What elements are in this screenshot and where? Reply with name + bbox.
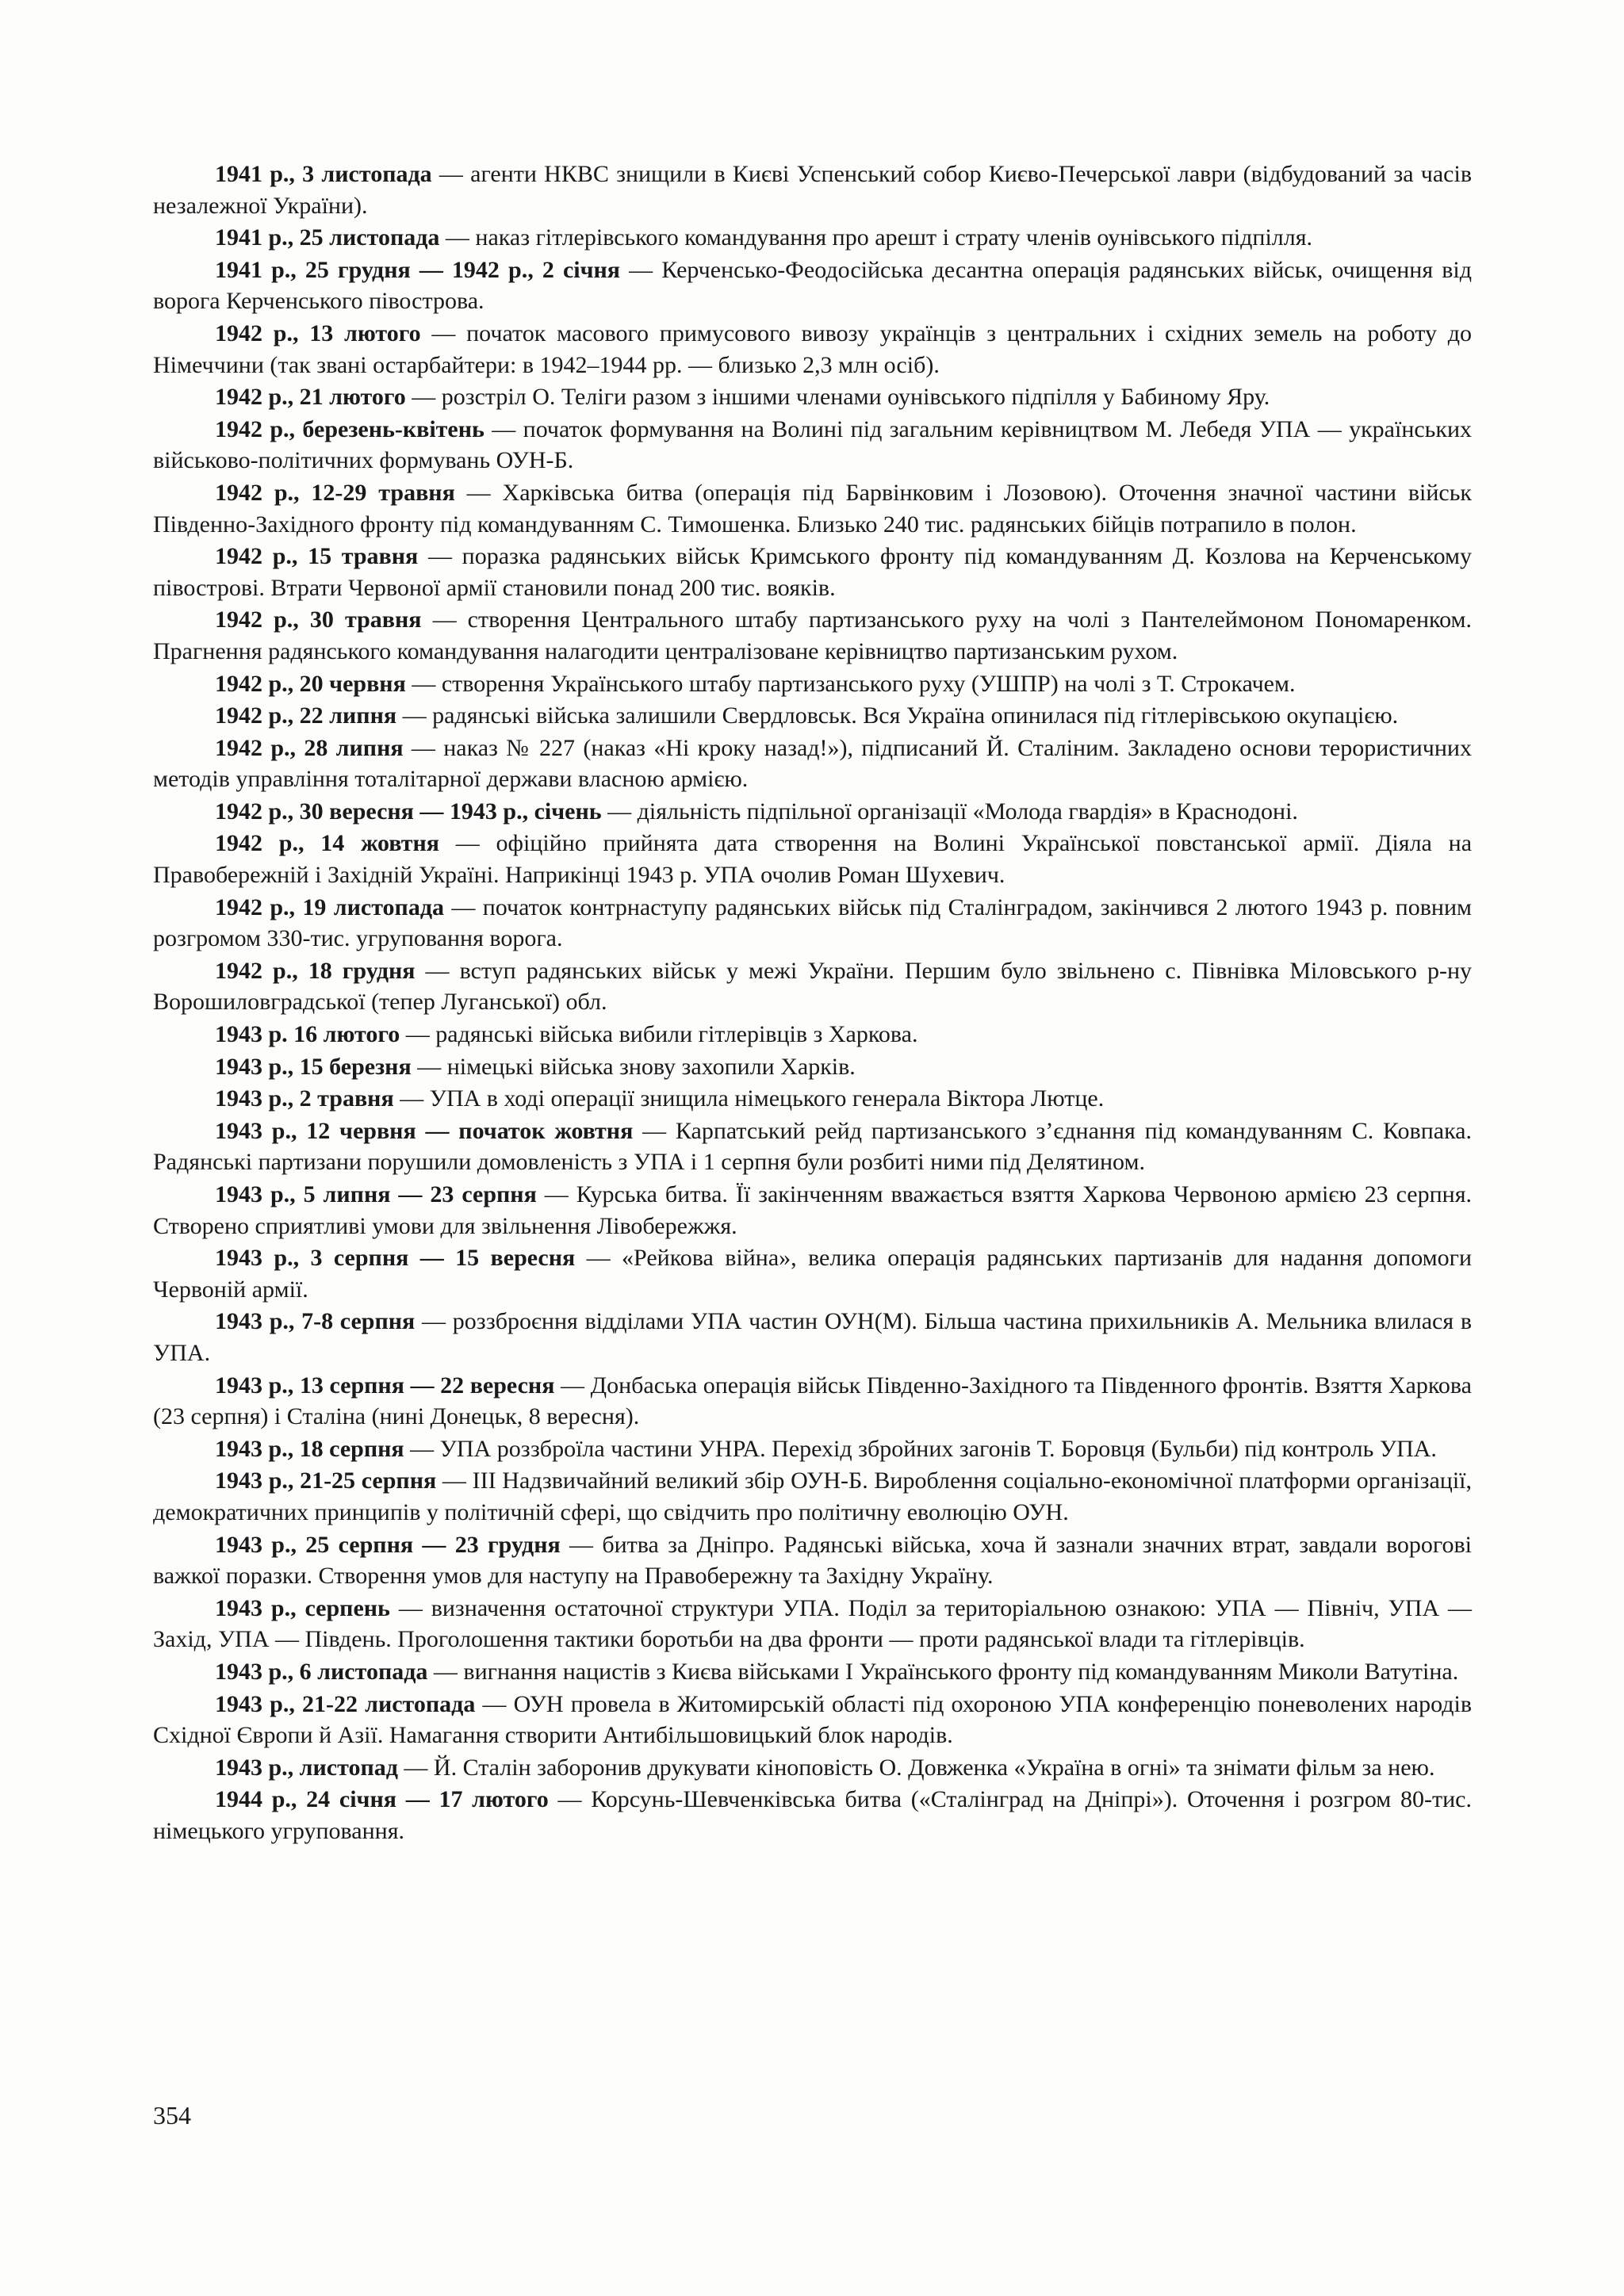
entry-date: 1943 р., листопад	[215, 1754, 398, 1781]
chronology-entry	[153, 1689, 1472, 1752]
entry-date: 1943 р., 12 червня — початок жовтня	[215, 1117, 634, 1144]
entry-text: — створення Центрального штабу партизанського руху на чолі з Пантелеймоном Пономаренком. Прагнення радянського командування налагодити централізоване керівництво партизанським рухом.	[153, 607, 1472, 664]
chronology-entry	[153, 892, 1472, 955]
chronology-entry	[153, 1465, 1472, 1529]
entry-text: — Карпатський рейд партизанського з’єднання під командуванням С. Ковпака. Радянські партизани порушили домовленість з УПА і 1 серпня були розбиті ними під Делятином.	[153, 1117, 1472, 1176]
chronology-entry	[153, 1656, 1472, 1689]
entry-date: 1942 р., 19 листопада	[215, 894, 444, 920]
chronology-entry	[153, 1752, 1472, 1785]
entry-text: — радянські війська вибили гітлерівців з Харкова.	[400, 1021, 918, 1048]
entry-date: 1941 р., 3 листопада	[215, 161, 432, 187]
entry-date: 1943 р., серпень	[215, 1594, 390, 1621]
entry-text: — Донбаська операція військ Південно-Західного та Південного фронтів. Взяття Харкова (23 серпня) і Сталіна (нині Донецьк, 8 вересня).	[153, 1372, 1472, 1430]
entry-date: 1942 р., 22 липня	[215, 702, 397, 729]
chronology-entry	[153, 541, 1472, 604]
entry-date: 1943 р., 5 липня — 23 серпня	[215, 1181, 537, 1207]
chronology-entry	[153, 222, 1472, 254]
entry-date: 1941 р., 25 грудня — 1942 р., 2 січня	[215, 256, 621, 283]
entry-date: 1942 р., 13 лютого	[215, 320, 421, 346]
entry-text: — початок масового примусового вивозу українців з центральних і східних земель на роботу до Німеччини (так звані остарбайтери: в 1942–1944 рр. — близько 2,3 млн осіб).	[153, 320, 1472, 378]
entry-text: — німецькі війська знову захопили Харків.	[411, 1053, 856, 1080]
entry-date: 1943 р., 2 травня	[215, 1085, 394, 1112]
chronology-entry	[153, 1784, 1472, 1847]
chronology-entry	[153, 1433, 1472, 1466]
entry-date: 1943 р., 3 серпня — 15 вересня	[215, 1245, 576, 1272]
chronology-entry	[153, 1593, 1472, 1656]
entry-text: — Харківська битва (операція під Барвінковим і Лозовою). Оточення значної частини військ Південно-Західного фронту під командуванням С. Тимошенка. Близько 240 тис. радянських бійців потрапило в полон.	[153, 479, 1473, 538]
entry-text: — роззброєння відділами УПА частин ОУН(М). Більша частина прихильників А. Мельника влилася в УПА.	[153, 1308, 1472, 1366]
entry-text: — битва за Дніпро. Радянські війська, хоча й зазнали значних втрат, завдали ворогові важкої поразки. Створення умов для наступу на Правобережну та Західну Україну.	[153, 1531, 1472, 1590]
chronology-entry	[153, 668, 1472, 701]
entry-date: 1943 р., 25 серпня — 23 грудня	[215, 1531, 561, 1558]
entry-text: — УПА роззброїла частини УНРА. Перехід збройних загонів Т. Боровця (Бульби) під контроль УПА.	[404, 1435, 1437, 1462]
entry-text: — радянські війська залишили Свердловськ. Вся Україна опинилася під гітлерівською окупацією.	[396, 702, 1399, 729]
entry-date: 1943 р., 7-8 серпня	[215, 1308, 416, 1335]
entry-text: — УПА в ході операції знищила німецького генерала Віктора Лютце.	[393, 1085, 1105, 1112]
page-number: 354	[153, 2101, 191, 2130]
entry-text: — наказ гітлерівського командування про арешт і страту членів оунівського підпілля.	[439, 224, 1313, 251]
chronology-entry	[153, 381, 1472, 414]
entry-text: — Корсунь-Шевченківська битва («Сталінград на Дніпрі»). Оточення і розгром 80-тис. німецького угруповання.	[153, 1786, 1472, 1844]
entry-text: — початок контрнаступу радянських військ під Сталінградом, закінчився 2 лютого 1943 р. повним розгромом 330-тис. угруповання ворога.	[153, 894, 1472, 952]
entry-date: 1942 р., 28 липня	[215, 734, 404, 761]
entry-date: 1942 р., березень-квітень	[215, 415, 485, 442]
entry-text: — Керченсько-Феодосійська десантна операція радянських військ, очищення від ворога Керченського півострова.	[153, 256, 1472, 315]
entry-date: 1942 р., 30 вересня — 1943 р., січень	[215, 798, 602, 825]
entry-date: 1943 р. 16 лютого	[215, 1021, 400, 1048]
entry-text: — діяльність підпільної організації «Молода гвардія» в Краснодоні.	[601, 798, 1298, 825]
chronology-entry	[153, 1242, 1472, 1306]
entry-text: — вигнання нацистів з Києва військами І Українського фронту під командуванням Миколи Ватутіна.	[427, 1658, 1459, 1685]
chronology-entry	[153, 414, 1472, 477]
chronology-entry	[153, 955, 1472, 1019]
chronology-entry	[153, 1179, 1472, 1242]
entry-date: 1943 р., 18 серпня	[215, 1435, 404, 1462]
entry-text: — Й. Сталін заборонив друкувати кіноповість О. Довженка «Україна в огні» та знімати фільм за нею.	[397, 1754, 1435, 1781]
chronology-entry	[153, 1115, 1472, 1179]
chronology-list	[153, 159, 1472, 1847]
entry-date: 1942 р., 30 травня	[215, 607, 422, 633]
chronology-entry	[153, 1370, 1472, 1433]
entry-date: 1943 р., 15 березня	[215, 1053, 412, 1080]
chronology-entry	[153, 604, 1472, 668]
chronology-entry	[153, 477, 1472, 541]
chronology-entry	[153, 828, 1472, 891]
chronology-entry	[153, 1529, 1472, 1593]
chronology-entry	[153, 700, 1472, 733]
entry-date: 1943 р., 21-22 листопада	[215, 1690, 476, 1717]
entry-text: — визначення остаточної структури УПА. Поділ за територіальною ознакою: УПА — Північ, УПА — Захід, УПА — Південь. Проголошення тактики боротьби на два фронти — проти радянської влади та гітлерівців.	[153, 1594, 1473, 1653]
entry-date: 1942 р., 12-29 травня	[215, 479, 455, 506]
chronology-entry	[153, 733, 1472, 796]
entry-date: 1942 р., 20 червня	[215, 670, 406, 697]
entry-date: 1942 р., 18 грудня	[215, 957, 416, 984]
entry-text: — розстріл О. Теліги разом з іншими членами оунівського підпілля у Бабиному Яру.	[405, 384, 1270, 411]
chronology-entry	[153, 159, 1472, 222]
entry-text: — Курська битва. Її закінченням вважається взяття Харкова Червоною армією 23 серпня. Створено сприятливі умови для звільнення Лівобережжя.	[153, 1181, 1472, 1239]
entry-date: 1943 р., 21-25 серпня	[215, 1468, 437, 1494]
entry-date: 1943 р., 13 серпня — 22 вересня	[215, 1372, 555, 1399]
chronology-entry	[153, 1051, 1472, 1084]
chronology-entry	[153, 1083, 1472, 1115]
entry-date: 1944 р., 24 січня — 17 лютого	[215, 1786, 549, 1813]
entry-text: — агенти НКВС знищили в Києві Успенський собор Києво-Печерської лаври (відбудований за часів незалежної України).	[153, 161, 1472, 219]
entry-text: — ОУН провела в Житомирській області під охороною УПА конференцію поневолених народів Східної Європи й Азії. Намагання створити Антибільшовицький блок народів.	[153, 1690, 1472, 1749]
entry-date: 1942 р., 15 травня	[215, 543, 419, 570]
chronology-entry	[153, 1306, 1472, 1369]
entry-text: — III Надзвичайний великий збір ОУН-Б. Вироблення соціально-економічної платформи організації, демократичних принципів у політичній сфері, що свідчить про політичну еволюцію ОУН.	[153, 1468, 1472, 1525]
chronology-entry	[153, 318, 1472, 381]
entry-text: — «Рейкова війна», велика операція радянських партизанів для надання допомоги Червоній армії.	[153, 1245, 1472, 1303]
entry-text: — вступ радянських військ у межі України. Першим було звільнено с. Півнівка Міловського р-ну Ворошиловградської (тепер Луганської) обл.	[153, 957, 1472, 1016]
entry-text: — початок формування на Волині під загальним керівництвом М. Лебедя УПА — українських військово-політичних формувань ОУН-Б.	[153, 415, 1472, 474]
chronology-entry	[153, 796, 1472, 828]
entry-date: 1942 р., 14 жовтня	[215, 830, 439, 857]
chronology-entry	[153, 1019, 1472, 1051]
entry-date: 1941 р., 25 листопада	[215, 224, 440, 251]
entry-date: 1943 р., 6 листопада	[215, 1658, 428, 1685]
entry-text: — створення Українського штабу партизанського руху (УШПР) на чолі з Т. Строкачем.	[405, 670, 1296, 697]
chronology-entry	[153, 254, 1472, 318]
entry-date: 1942 р., 21 лютого	[215, 384, 406, 411]
entry-text: — офіційно прийнята дата створення на Волині Української повстанської армії. Діяла на Правобережній і Західній Україні. Наприкінці 1943 р. УПА очолив Роман Шухевич.	[153, 830, 1473, 889]
entry-text: — наказ № 227 (наказ «Ні кроку назад!»), підписаний Й. Сталіним. Закладено основи терористичних методів управління тоталітарної держави власною армією.	[153, 734, 1472, 793]
entry-text: — поразка радянських військ Кримського фронту під командуванням Д. Козлова на Керченському півострові. Втрати Червоної армії становили понад 200 тис. вояків.	[153, 543, 1472, 601]
